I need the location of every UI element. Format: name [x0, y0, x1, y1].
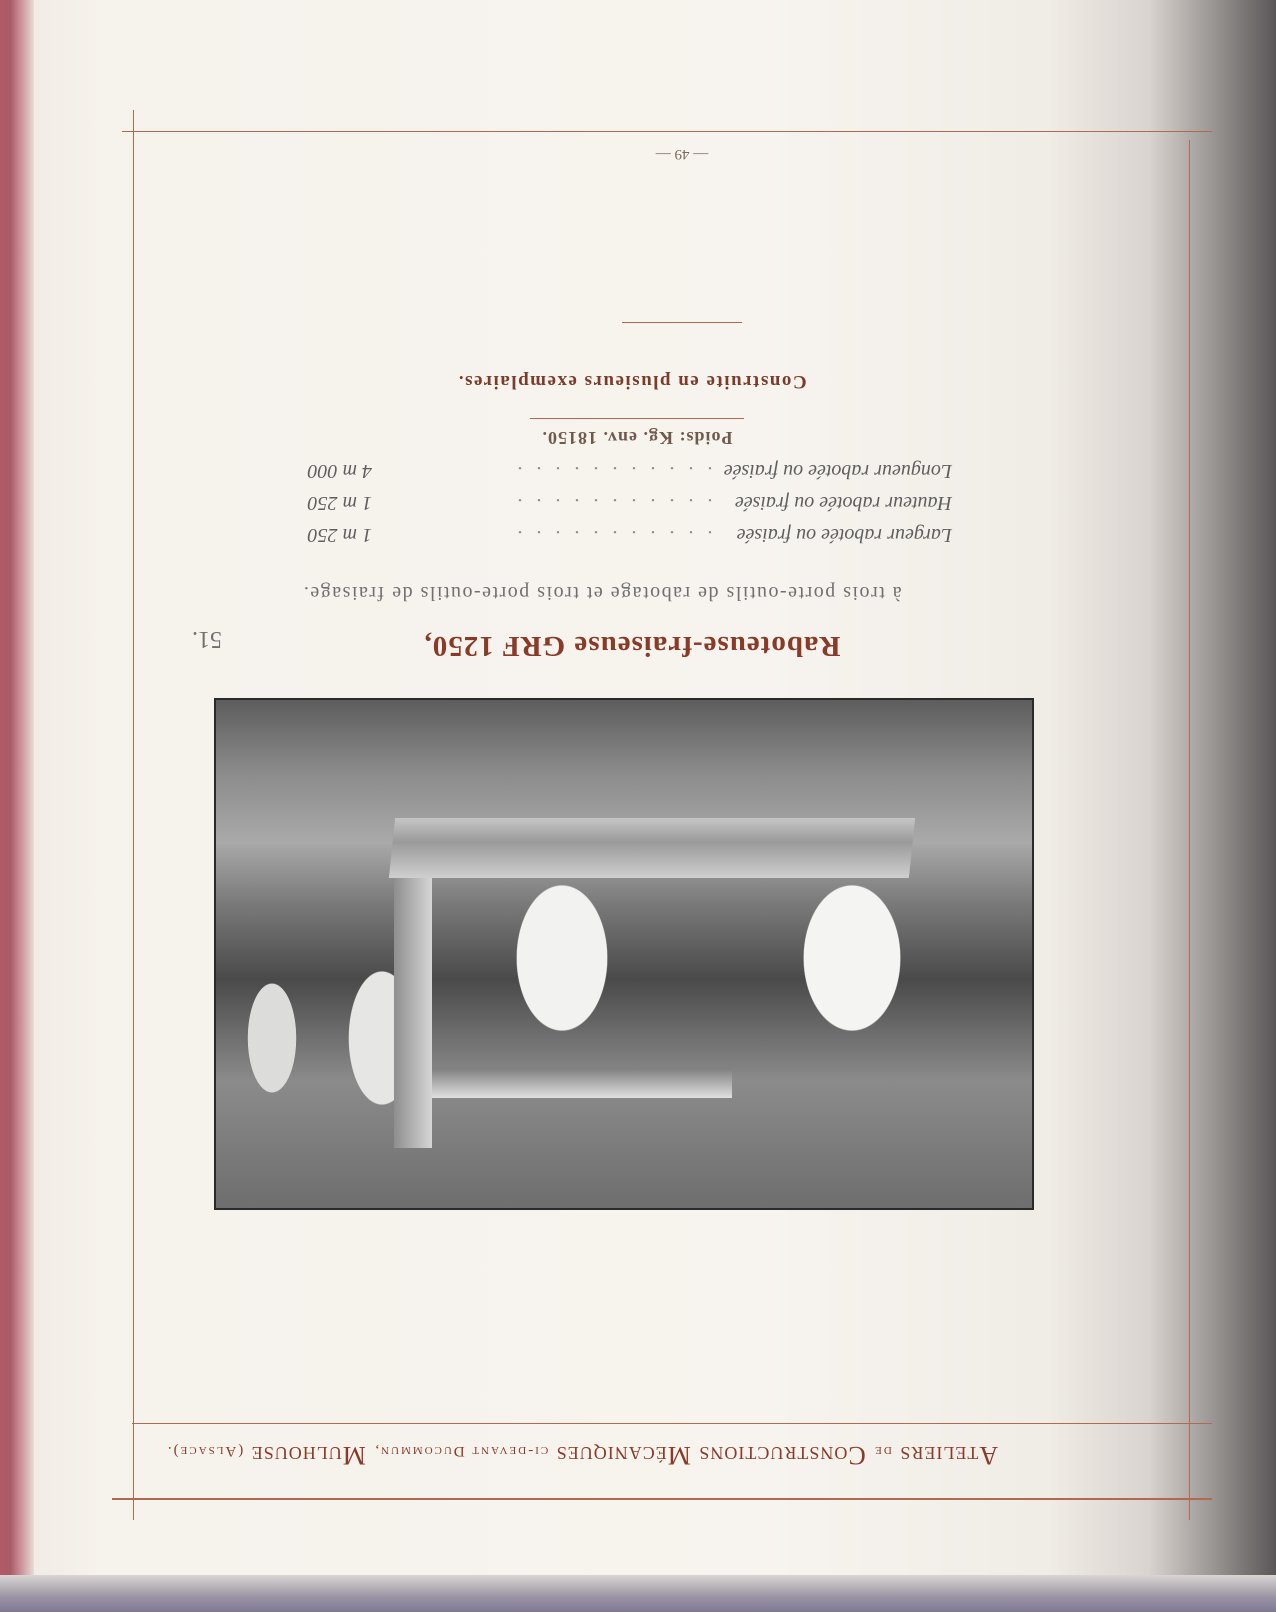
spec-label: Largeur rabotée ou fraisée: [736, 524, 952, 546]
header-word-ateliers: Ateliers: [899, 1441, 999, 1470]
photo-crossrail: [402, 1068, 732, 1098]
construction-note: Construite en plusieurs exemplaires.: [457, 371, 807, 392]
photo-machine-bed: [389, 818, 915, 878]
spec-label: Hauteur rabotée ou fraisée: [734, 492, 952, 514]
header-word-mulhouse: Mulhouse: [250, 1441, 366, 1470]
printed-page-rotated: [62, 80, 1212, 1520]
frame-bottom-rule: [122, 131, 1212, 132]
book-page-edges: [0, 0, 34, 1612]
header-top-rule: [112, 1498, 1212, 1500]
book-bottom-edge: [0, 1575, 1276, 1612]
header-word-constructions: Constructions Mécaniques: [555, 1441, 866, 1470]
frame-right-rule: [133, 110, 134, 1520]
spec-label: Longueur rabotée ou fraisée: [723, 460, 952, 482]
company-header: [132, 1440, 1032, 1470]
header-word-alsace: (Alsace).: [165, 1443, 244, 1459]
machine-weight: Poids: Kg. env. 18150.: [541, 428, 733, 448]
spec-value: 1 m 250: [307, 524, 372, 546]
section-divider: [622, 322, 742, 323]
header-bottom-rule: [132, 1423, 1212, 1424]
weight-underline: [530, 418, 744, 419]
header-word-ducommun: ci-devant Ducommun,: [373, 1443, 549, 1459]
machine-photograph: [214, 698, 1034, 1210]
leader-dots: ...........: [503, 494, 712, 516]
machine-title: Raboteuse-fraiseuse GRF 1250,: [423, 630, 841, 662]
spec-value: 1 m 250: [307, 492, 372, 514]
item-number: 51.: [192, 626, 222, 652]
spec-row: [272, 484, 952, 514]
page-number: — 49 —: [655, 146, 709, 162]
photo-column: [394, 848, 432, 1148]
leader-dots: ...........: [503, 462, 712, 484]
frame-left-rule: [1189, 140, 1190, 1520]
leader-dots: ...........: [503, 526, 712, 548]
spec-value: 4 m 000: [307, 460, 372, 482]
spec-row: [272, 452, 952, 482]
machine-subtitle: à trois porte-outils de rabotage et trois porte-outils de fraisage.: [302, 582, 902, 604]
spec-row: [272, 516, 952, 546]
header-word-de: de: [873, 1443, 892, 1459]
